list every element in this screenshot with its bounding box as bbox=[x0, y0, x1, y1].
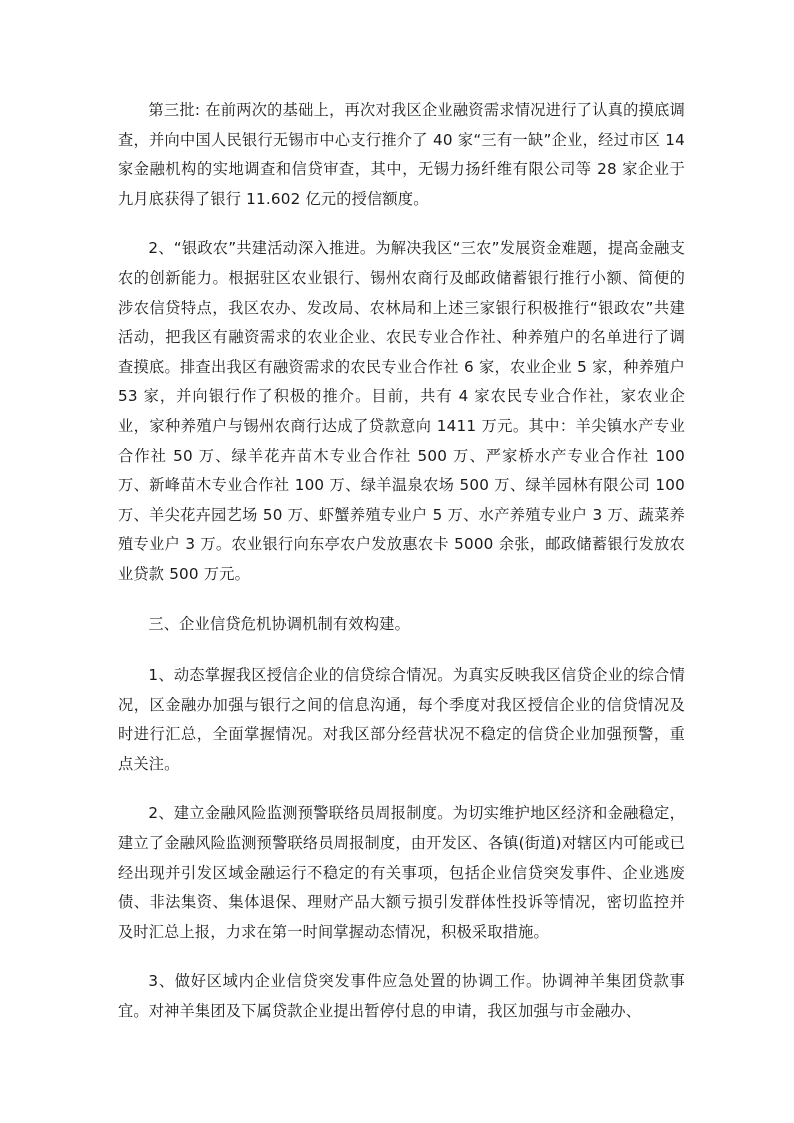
paragraph-dynamic-credit: 1、动态掌握我区授信企业的信贷综合情况。为真实反映我区信贷企业的综合情况，区金融办加强与银行之间的信息沟通，每个季度对我区授信企业的信贷情况及时进行汇总，全面掌握情况。对我区部分经营状况不稳定的信贷企业加强预警，重点关注。 bbox=[118, 666, 685, 773]
document-page bbox=[118, 96, 685, 1047]
paragraph-third-batch: 第三批: 在前两次的基础上，再次对我区企业融资需求情况进行了认真的摸底调查，并向中国人民银行无锡市中心支行推介了 40 家“三有一缺”企业，经过市区 14 家金融机构的实地调查和信贷审查，其中，无锡力扬纤维有限公司等 28 家企业于九月底获得了银行 11.602 亿元的授信额度。 bbox=[118, 101, 685, 208]
paragraph-emergency-coordination: 3、做好区域内企业信贷突发事件应急处置的协调工作。协调神羊集团贷款事宜。对神羊集团及下属贷款企业提出暂停付息的申请，我区加强与市金融办、 bbox=[118, 972, 685, 1021]
section-heading-credit-crisis: 三、企业信贷危机协调机制有效构建。 bbox=[148, 614, 410, 633]
paragraph-weekly-report: 2、建立金融风险监测预警联络员周报制度。为切实维护地区经济和金融稳定，建立了金融风险监测预警联络员周报制度，由开发区、各镇(街道)对辖区内可能或已经出现并引发区域金融运行不稳定的有关事项，包括企业信贷突发事件、企业逃废债、非法集资、集体退保、理财产品大额亏损引发群体性投诉等情况，密切监控并及时汇总上报，力求在第一时间掌握动态情况，积极采取措施。 bbox=[118, 804, 685, 941]
paragraph-bank-gov-agri: 2、“银政农”共建活动深入推进。为解决我区“三农”发展资金难题，提高金融支农的创新能力。根据驻区农业银行、锡州农商行及邮政储蓄银行推行小额、简便的涉农信贷特点，我区农办、发改局、农林局和上述三家银行积极推行“银政农”共建活动，把我区有融资需求的农业企业、农民专业合作社、种养殖户的名单进行了调查摸底。排查出我区有融资需求的农民专业合作社 6 家，农业企业 5 家，种养殖户 53 家，并向银行作了积极的推介。目前，共有 4 家农民专业合作社，家农业企业，家种养殖户与锡州农商行达成了贷款意向 1411 万元。其中：羊尖镇水产专业合作社 50 万、绿羊花卉苗木专业合作社 500 万、严家桥水产专业合作社 100 万、新峰苗木专业合作社 100 万、绿羊温泉农场 500 万、绿羊园林有限公司 100 万、羊尖花卉园艺场 50 万、虾蟹养殖专业户 5 万、水产养殖专业户 3 万、蔬菜养殖专业户 3 万。农业银行向东亭农户发放惠农卡 5000 余张，邮政储蓄银行发放农业贷款 500 万元。 bbox=[118, 239, 685, 583]
